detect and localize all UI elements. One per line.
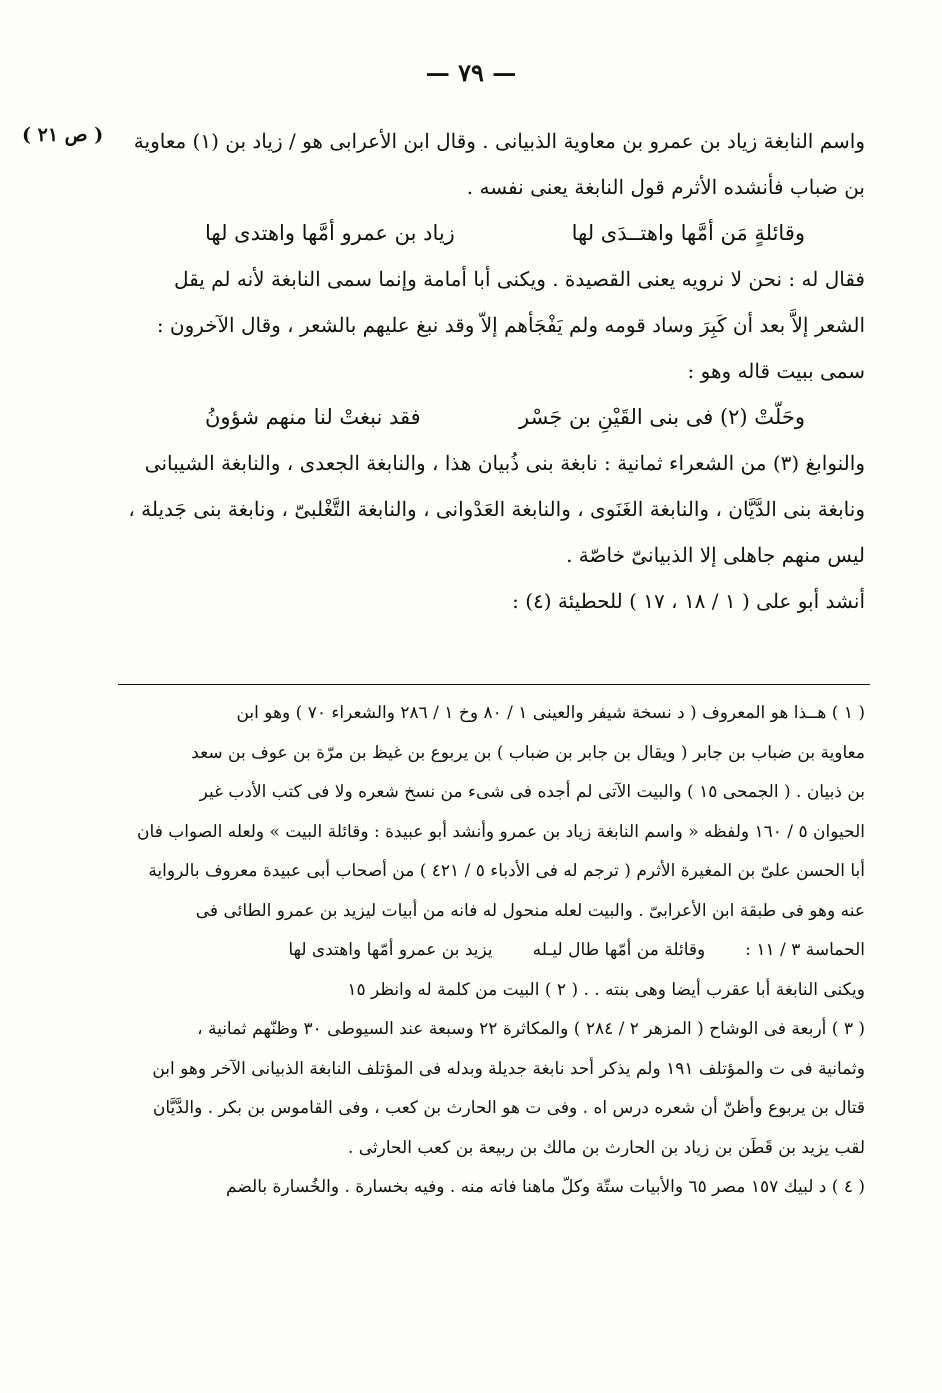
footnote-verse-source: الحماسة ٣ / ١١ :	[745, 940, 865, 960]
footnote-verse-line	[120, 931, 865, 971]
footnote-line: معاوية بن ضباب بن جابر ( ويقال بن جابر بن ضباب ) بن يربوع بن غيظ بن مرّة بن عوف بن سعد	[191, 742, 865, 763]
verse-line	[125, 210, 865, 256]
text-line: والنوابغ (٣) من الشعراء ثمانية : نابغة بنى ذُبيان هذا ، والنابغة الجعدى ، والنابغة الشيبانى	[144, 451, 865, 475]
verse-hemistich-left: فقد نبغتْ لنا منهم شؤونُ	[205, 405, 421, 429]
footnotes	[120, 694, 865, 1208]
footnote-verse-hemistich: يزيد بن عمرو أمّها واهتدى لها	[288, 940, 493, 960]
main-text	[125, 118, 865, 624]
footnote-line: ( ١ ) هــذا هو المعروف ( د نسخة شيفر والعينى ١ / ٨٠ وخ ١ / ٢٨٦ والشعراء ٧٠ ) وهو ابن	[236, 703, 865, 723]
text-line: سمى ببيت قاله وهو :	[687, 359, 865, 383]
footnote-line: عنه وهو فى طبقة ابن الأعرابىّ . والبيت لعله منحول له فانه من أبيات ليزيد بن عمرو الطائى فى	[195, 900, 865, 921]
text-line: ونابغة بنى الدَّيَّان ، والنابغة الغَنَوى ، والنابغة العَدْوانى ، والنابغة التَّغْلبىّ ، ونابغة بنى جَديلة ،	[128, 497, 865, 521]
footnote-line: وثمانية فى ت والمؤتلف ١٩١ ولم يذكر أحد نابغة جديلة وبدله فى المؤتلف النابغة الذبيانى الآخر وهو ابن	[152, 1058, 865, 1079]
page-number: — ٧٩ —	[425, 58, 517, 87]
margin-reference: ( ص ٢١ )	[22, 124, 104, 146]
footnote-divider	[118, 684, 870, 685]
footnote-verse-hemistich: وقائلة من أمّها طال ليـله	[532, 940, 706, 960]
footnote-line: ( ٤ ) د لبيك ١٥٧ مصر ٦٥ والأبيات ستّة وكلّ ماهنا فاته منه . وفيه بخسارة . والخُسارة بالضم	[226, 1177, 865, 1197]
footnote-line: ويكنى النابغة أبا عقرب أيضا وهى بنته . . ( ٢ ) البيت من كلمة له وانظر ١٥	[347, 979, 865, 1000]
verse-hemistich-right: وقائلةٍ مَن أمَّها واهتــدَى لها	[571, 221, 805, 245]
verse-hemistich-left: زياد بن عمرو أمَّها واهتدى لها	[205, 221, 455, 245]
verse-hemistich-right: وحَلّتْ (٢) فى بنى القَيْنِ بن جَسْر	[519, 405, 805, 429]
text-line: الشعر إلاَّ بعد أن كَبِرَ وساد قومه ولم يَفْجَأهم إلاّ وقد نبغ عليهم بالشعر ، وقال الآخرون :	[156, 313, 865, 337]
footnote-line: قتال بن يربوع وأظنّ أن شعره درس اه . وفى ت هو الحارث بن كعب ، وفى القاموس بن بكر . والدَّيَّان	[152, 1098, 865, 1118]
text-line: ليس منهم جاهلى إلا الذبيانىّ خاصّة .	[566, 543, 865, 567]
text-line: بن ضباب فأنشده الأثرم قول النابغة يعنى نفسه .	[466, 175, 865, 199]
text-line: فقال له : نحن لا نرويه يعنى القصيدة . ويكنى أبا أمامة وإنما سمى النابغة لأنه لم يقل	[173, 267, 865, 291]
footnote-line: أبا الحسن علىّ بن المغيرة الأثرم ( ترجم له فى الأدباء ٥ / ٤٢١ ) من أصحاب أبى عبيدة معروف بالرواية	[148, 861, 865, 881]
footnote-line: بن ذبيان . ( الجمحى ١٥ ) والبيت الآتى لم أجده فى شىء من نسخ شعره ولا فى كتب الأدب غير	[199, 782, 865, 802]
text-line: أنشد أبو على ( ١ / ١٨ ، ١٧ ) للحطيئة (٤) :	[512, 589, 865, 613]
footnote-line: الحيوان ٥ / ١٦٠ ولفظه « واسم النابغة زياد بن عمرو وأنشد أبو عبيدة : وقائلة البيت » ولعله الصواب فان	[137, 821, 865, 842]
footnote-line: ( ٣ ) أربعة فى الوشاح ( المزهر ٢ / ٢٨٤ ) والمكاثرة ٢٢ وسبعة عند السيوطى ٣٠ وظنّهم ثمانية ،	[197, 1019, 865, 1039]
verse-line	[125, 394, 865, 440]
text-line: واسم النابغة زياد بن عمرو بن معاوية الذبيانى . وقال ابن الأعرابى هو / زياد بن (١) معاوية	[133, 129, 865, 153]
footnote-line: لقب يزيد بن قَطَن بن زياد بن الحارث بن مالك بن ربيعة بن كعب الحارثى .	[347, 1137, 865, 1158]
